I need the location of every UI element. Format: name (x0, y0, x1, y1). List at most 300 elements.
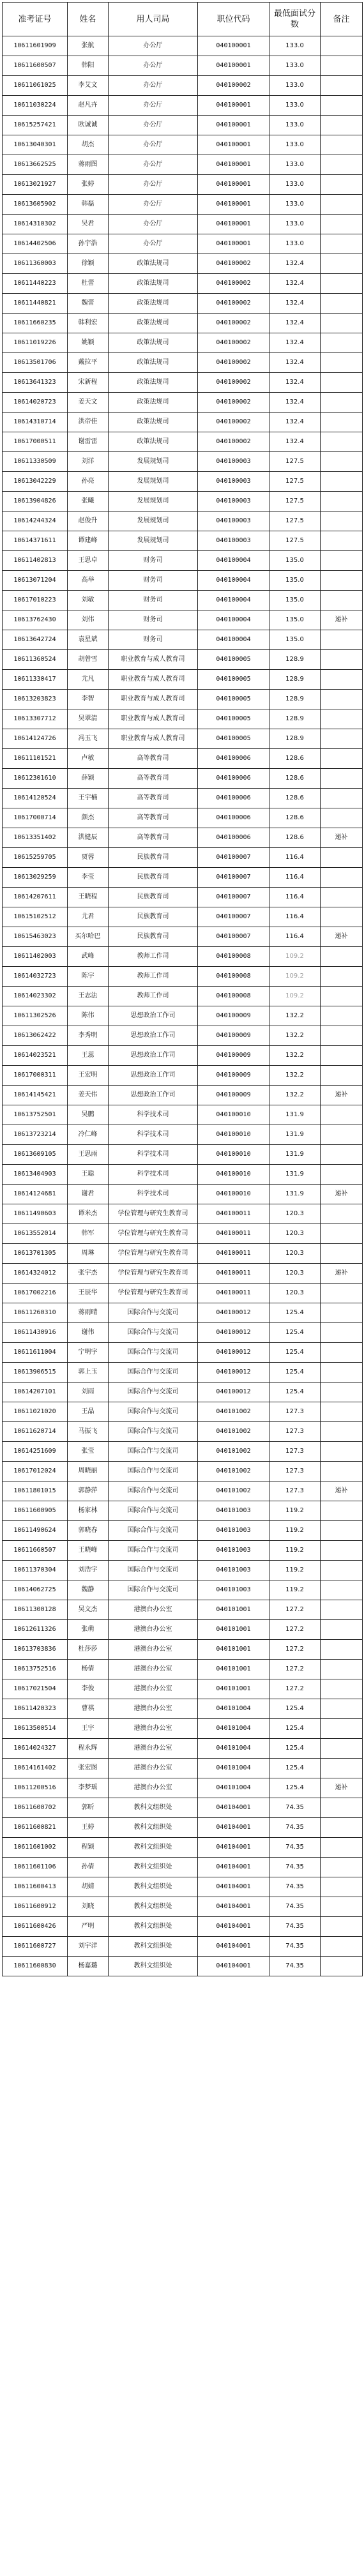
exam-id-cell: 10613029259 (3, 868, 68, 888)
score-cell: 128.9 (269, 690, 321, 709)
table-row (3, 907, 363, 927)
score-cell: 127.3 (269, 1442, 321, 1462)
remark-cell (321, 551, 363, 571)
score-cell: 74.35 (269, 1838, 321, 1858)
exam-id-cell: 10614145421 (3, 1086, 68, 1105)
name-cell: 王蕊 (68, 1046, 109, 1066)
department-cell: 发展规划司 (109, 472, 198, 492)
department-cell: 学位管理与研究生教育司 (109, 1244, 198, 1264)
position-code-cell: 040100007 (198, 868, 269, 888)
score-cell: 131.9 (269, 1125, 321, 1145)
name-cell: 王晓峰 (68, 1541, 109, 1561)
score-cell: 116.4 (269, 927, 321, 947)
position-code-cell: 040100002 (198, 76, 269, 96)
score-cell: 120.3 (269, 1224, 321, 1244)
remark-cell (321, 1343, 363, 1363)
name-cell: 姚颖 (68, 333, 109, 353)
exam-id-cell: 10614324012 (3, 1264, 68, 1284)
name-cell: 王宇 (68, 1719, 109, 1739)
score-cell: 74.35 (269, 1957, 321, 1976)
department-cell: 港澳台办公室 (109, 1699, 198, 1719)
table-row (3, 1620, 363, 1640)
table-row (3, 1105, 363, 1125)
score-cell: 132.4 (269, 294, 321, 314)
table-row (3, 1640, 363, 1660)
score-cell: 120.3 (269, 1204, 321, 1224)
score-cell: 128.9 (269, 650, 321, 670)
table-row (3, 1125, 363, 1145)
department-cell: 政策法规司 (109, 432, 198, 452)
header-min-score: 最低面试分数 (269, 3, 321, 36)
name-cell: 陈伟 (68, 1006, 109, 1026)
table-row (3, 670, 363, 690)
name-cell: 谭米杰 (68, 1204, 109, 1224)
table-row (3, 294, 363, 314)
score-cell: 119.2 (269, 1580, 321, 1600)
exam-id-cell: 10614402506 (3, 234, 68, 254)
position-code-cell: 040100001 (198, 215, 269, 234)
name-cell: 韩利宏 (68, 314, 109, 333)
position-code-cell: 040100003 (198, 452, 269, 472)
department-cell: 国际合作与交流司 (109, 1521, 198, 1541)
position-code-cell: 040100005 (198, 690, 269, 709)
score-cell: 131.9 (269, 1165, 321, 1185)
table-row (3, 709, 363, 729)
position-code-cell: 040104001 (198, 1937, 269, 1957)
exam-id-cell: 10611600830 (3, 1957, 68, 1976)
exam-id-cell: 10614023521 (3, 1046, 68, 1066)
department-cell: 发展规划司 (109, 492, 198, 511)
position-code-cell: 040100002 (198, 353, 269, 373)
name-cell: 刘洋 (68, 452, 109, 472)
position-code-cell: 040100011 (198, 1204, 269, 1224)
exam-id-cell: 10614124681 (3, 1185, 68, 1204)
exam-id-cell: 10614023302 (3, 987, 68, 1006)
position-code-cell: 040100006 (198, 769, 269, 789)
exam-id-cell: 10611360003 (3, 254, 68, 274)
department-cell: 国际合作与交流司 (109, 1303, 198, 1323)
score-cell: 132.4 (269, 314, 321, 333)
department-cell: 港澳台办公室 (109, 1660, 198, 1679)
remark-cell: 递补 (321, 1778, 363, 1798)
position-code-cell: 040100009 (198, 1046, 269, 1066)
remark-cell (321, 531, 363, 551)
department-cell: 港澳台办公室 (109, 1739, 198, 1759)
exam-id-cell: 10613701305 (3, 1244, 68, 1264)
department-cell: 国际合作与交流司 (109, 1323, 198, 1343)
name-cell: 严明 (68, 1917, 109, 1937)
position-code-cell: 040100008 (198, 947, 269, 967)
score-cell: 125.4 (269, 1759, 321, 1778)
name-cell: 姜天伟 (68, 1086, 109, 1105)
table-row (3, 1284, 363, 1303)
table-row (3, 195, 363, 215)
name-cell: 袁星斌 (68, 630, 109, 650)
department-cell: 学位管理与研究生教育司 (109, 1204, 198, 1224)
department-cell: 国际合作与交流司 (109, 1481, 198, 1501)
remark-cell (321, 1739, 363, 1759)
remark-cell (321, 1323, 363, 1343)
exam-id-cell: 10611330417 (3, 670, 68, 690)
position-code-cell: 040101001 (198, 1679, 269, 1699)
department-cell: 学位管理与研究生教育司 (109, 1284, 198, 1303)
header-remark: 备注 (321, 3, 363, 36)
exam-id-cell: 10617012024 (3, 1462, 68, 1481)
score-cell: 127.5 (269, 492, 321, 511)
score-cell: 132.4 (269, 254, 321, 274)
exam-id-cell: 10613062422 (3, 1026, 68, 1046)
department-cell: 政策法规司 (109, 373, 198, 393)
exam-id-cell: 10611101521 (3, 749, 68, 769)
table-row (3, 472, 363, 492)
position-code-cell: 040100004 (198, 610, 269, 630)
position-code-cell: 040100007 (198, 927, 269, 947)
remark-cell (321, 1818, 363, 1838)
department-cell: 办公厅 (109, 175, 198, 195)
table-row (3, 135, 363, 155)
table-row (3, 1699, 363, 1719)
remark-cell: 递补 (321, 828, 363, 848)
department-cell: 国际合作与交流司 (109, 1422, 198, 1442)
exam-id-cell: 10611601002 (3, 1838, 68, 1858)
remark-cell: 递补 (321, 1185, 363, 1204)
department-cell: 办公厅 (109, 36, 198, 56)
exam-id-cell: 10611490603 (3, 1204, 68, 1224)
remark-cell (321, 848, 363, 868)
department-cell: 发展规划司 (109, 511, 198, 531)
table-body (3, 36, 363, 1976)
table-row (3, 1778, 363, 1798)
table-row (3, 314, 363, 333)
remark-cell (321, 1303, 363, 1323)
name-cell: 杜蕾 (68, 274, 109, 294)
position-code-cell: 040100006 (198, 808, 269, 828)
position-code-cell: 040101001 (198, 1660, 269, 1679)
table-row (3, 1026, 363, 1046)
score-cell: 74.35 (269, 1937, 321, 1957)
name-cell: 韩阳 (68, 56, 109, 76)
remark-cell (321, 1442, 363, 1462)
score-cell: 109.2 (269, 967, 321, 987)
name-cell: 李莹 (68, 868, 109, 888)
score-cell: 135.0 (269, 630, 321, 650)
table-row (3, 1818, 363, 1838)
name-cell: 谢伟 (68, 1323, 109, 1343)
name-cell: 杨倩 (68, 1660, 109, 1679)
name-cell: 李秀明 (68, 1026, 109, 1046)
exam-id-cell: 10611430916 (3, 1323, 68, 1343)
position-code-cell: 040100011 (198, 1284, 269, 1303)
department-cell: 办公厅 (109, 215, 198, 234)
position-code-cell: 040100011 (198, 1264, 269, 1284)
name-cell: 张莹 (68, 1442, 109, 1462)
position-code-cell: 040100002 (198, 274, 269, 294)
department-cell: 办公厅 (109, 76, 198, 96)
name-cell: 谢雷雷 (68, 432, 109, 452)
score-cell: 133.0 (269, 195, 321, 215)
remark-cell (321, 1759, 363, 1778)
remark-cell (321, 1204, 363, 1224)
header-exam-id: 准考证号 (3, 3, 68, 36)
department-cell: 教科文组织处 (109, 1877, 198, 1897)
department-cell: 办公厅 (109, 234, 198, 254)
exam-id-cell: 10611021020 (3, 1402, 68, 1422)
position-code-cell: 040100011 (198, 1224, 269, 1244)
score-cell: 74.35 (269, 1858, 321, 1877)
score-cell: 109.2 (269, 987, 321, 1006)
department-cell: 办公厅 (109, 56, 198, 76)
name-cell: 王宇楠 (68, 789, 109, 808)
department-cell: 办公厅 (109, 135, 198, 155)
remark-cell (321, 353, 363, 373)
department-cell: 教师工作司 (109, 967, 198, 987)
position-code-cell: 040100002 (198, 294, 269, 314)
name-cell: 张航 (68, 36, 109, 56)
position-code-cell: 040100006 (198, 749, 269, 769)
position-code-cell: 040100009 (198, 1026, 269, 1046)
department-cell: 民族教育司 (109, 927, 198, 947)
table-row (3, 808, 363, 828)
table-row (3, 1917, 363, 1937)
name-cell: 王思卓 (68, 551, 109, 571)
table-row (3, 96, 363, 116)
score-cell: 132.4 (269, 353, 321, 373)
name-cell: 尤君 (68, 907, 109, 927)
remark-cell (321, 1165, 363, 1185)
exam-id-cell: 10613500514 (3, 1719, 68, 1739)
remark-cell (321, 413, 363, 432)
score-cell: 133.0 (269, 56, 321, 76)
table-row (3, 1858, 363, 1877)
exam-id-cell: 10614062725 (3, 1580, 68, 1600)
table-row (3, 1897, 363, 1917)
score-cell: 74.35 (269, 1798, 321, 1818)
position-code-cell: 040101001 (198, 1640, 269, 1660)
exam-id-cell: 10611402003 (3, 947, 68, 967)
remark-cell (321, 907, 363, 927)
exam-id-cell: 10611801015 (3, 1481, 68, 1501)
table-row (3, 888, 363, 907)
position-code-cell: 040100009 (198, 1066, 269, 1086)
department-cell: 港澳台办公室 (109, 1620, 198, 1640)
remark-cell (321, 1561, 363, 1580)
remark-cell (321, 1066, 363, 1086)
exam-id-cell: 10611330509 (3, 452, 68, 472)
remark-cell: 递补 (321, 927, 363, 947)
score-cell: 128.6 (269, 808, 321, 828)
table-row (3, 1363, 363, 1383)
score-cell: 119.2 (269, 1541, 321, 1561)
score-cell: 133.0 (269, 215, 321, 234)
name-cell: 谢君 (68, 1185, 109, 1204)
department-cell: 学位管理与研究生教育司 (109, 1264, 198, 1284)
name-cell: 吴君 (68, 215, 109, 234)
name-cell: 胡曾雪 (68, 650, 109, 670)
exam-id-cell: 10611019226 (3, 333, 68, 353)
remark-cell (321, 650, 363, 670)
remark-cell (321, 135, 363, 155)
position-code-cell: 040101002 (198, 1402, 269, 1422)
score-cell: 132.2 (269, 1046, 321, 1066)
remark-cell (321, 1699, 363, 1719)
name-cell: 李俊 (68, 1679, 109, 1699)
table-row (3, 1501, 363, 1521)
position-code-cell: 040101003 (198, 1501, 269, 1521)
department-cell: 思想政治工作司 (109, 1046, 198, 1066)
name-cell: 武峰 (68, 947, 109, 967)
position-code-cell: 040100002 (198, 393, 269, 413)
department-cell: 办公厅 (109, 155, 198, 175)
exam-id-cell: 10611302526 (3, 1006, 68, 1026)
department-cell: 国际合作与交流司 (109, 1561, 198, 1580)
exam-id-cell: 10613906515 (3, 1363, 68, 1383)
score-cell: 120.3 (269, 1244, 321, 1264)
name-cell: 高举 (68, 571, 109, 591)
name-cell: 韩军 (68, 1224, 109, 1244)
position-code-cell: 040101003 (198, 1541, 269, 1561)
department-cell: 思想政治工作司 (109, 1006, 198, 1026)
department-cell: 民族教育司 (109, 868, 198, 888)
remark-cell (321, 630, 363, 650)
score-cell: 131.9 (269, 1105, 321, 1125)
score-cell: 133.0 (269, 76, 321, 96)
remark-cell (321, 1600, 363, 1620)
name-cell: 孙亮 (68, 472, 109, 492)
remark-cell (321, 294, 363, 314)
exam-id-cell: 10611660507 (3, 1541, 68, 1561)
table-row (3, 630, 363, 650)
score-cell: 74.35 (269, 1917, 321, 1937)
score-cell: 127.3 (269, 1422, 321, 1442)
department-cell: 科学技术司 (109, 1165, 198, 1185)
department-cell: 职业教育与成人教育司 (109, 729, 198, 749)
exam-id-cell: 10613203823 (3, 690, 68, 709)
exam-id-cell: 10617000311 (3, 1066, 68, 1086)
score-cell: 133.0 (269, 135, 321, 155)
position-code-cell: 040100002 (198, 432, 269, 452)
name-cell: 宁明宇 (68, 1343, 109, 1363)
remark-cell (321, 393, 363, 413)
name-cell: 蒋雨图 (68, 155, 109, 175)
name-cell: 吴鹏 (68, 1105, 109, 1125)
name-cell: 郭晓春 (68, 1521, 109, 1541)
table-row (3, 531, 363, 551)
remark-cell (321, 1877, 363, 1897)
position-code-cell: 040100002 (198, 254, 269, 274)
name-cell: 李智 (68, 690, 109, 709)
table-row (3, 175, 363, 195)
remark-cell (321, 1620, 363, 1640)
table-row (3, 254, 363, 274)
position-code-cell: 040100005 (198, 670, 269, 690)
remark-cell (321, 175, 363, 195)
name-cell: 买尔哈巴 (68, 927, 109, 947)
exam-id-cell: 10611061025 (3, 76, 68, 96)
exam-id-cell: 10611600413 (3, 1877, 68, 1897)
exam-id-cell: 10611600821 (3, 1818, 68, 1838)
position-code-cell: 040100004 (198, 571, 269, 591)
department-cell: 高等教育司 (109, 789, 198, 808)
score-cell: 128.6 (269, 749, 321, 769)
department-cell: 政策法规司 (109, 274, 198, 294)
department-cell: 民族教育司 (109, 848, 198, 868)
exam-id-cell: 10617021504 (3, 1679, 68, 1699)
table-row (3, 1303, 363, 1323)
exam-id-cell: 10614251609 (3, 1442, 68, 1462)
name-cell: 胡婧 (68, 1877, 109, 1897)
score-cell: 127.2 (269, 1600, 321, 1620)
table-row (3, 1481, 363, 1501)
position-code-cell: 040101002 (198, 1481, 269, 1501)
remark-cell (321, 1006, 363, 1026)
name-cell: 王聪 (68, 1165, 109, 1185)
position-code-cell: 040104001 (198, 1897, 269, 1917)
table-row (3, 749, 363, 769)
table-row (3, 274, 363, 294)
header-department: 用人司局 (109, 3, 198, 36)
name-cell: 宋新程 (68, 373, 109, 393)
name-cell: 杜莎莎 (68, 1640, 109, 1660)
position-code-cell: 040104001 (198, 1858, 269, 1877)
header-name: 姓名 (68, 3, 109, 36)
table-row (3, 1066, 363, 1086)
score-cell: 132.2 (269, 1006, 321, 1026)
position-code-cell: 040100011 (198, 1244, 269, 1264)
department-cell: 国际合作与交流司 (109, 1402, 198, 1422)
position-code-cell: 040104001 (198, 1798, 269, 1818)
name-cell: 曹祺 (68, 1699, 109, 1719)
table-row (3, 1838, 363, 1858)
score-cell: 116.4 (269, 888, 321, 907)
department-cell: 财务司 (109, 591, 198, 610)
position-code-cell: 040100010 (198, 1145, 269, 1165)
remark-cell (321, 808, 363, 828)
exam-id-cell: 10611490624 (3, 1521, 68, 1541)
score-cell: 135.0 (269, 610, 321, 630)
remark-cell: 递补 (321, 1264, 363, 1284)
department-cell: 教科文组织处 (109, 1937, 198, 1957)
exam-id-cell: 10617002216 (3, 1284, 68, 1303)
department-cell: 港澳台办公室 (109, 1778, 198, 1798)
exam-id-cell: 10614032723 (3, 967, 68, 987)
exam-id-cell: 10612611326 (3, 1620, 68, 1640)
remark-cell (321, 1719, 363, 1739)
table-row (3, 1660, 363, 1679)
remark-cell: 递补 (321, 1481, 363, 1501)
remark-cell (321, 789, 363, 808)
exam-id-cell: 10613071204 (3, 571, 68, 591)
table-row (3, 1323, 363, 1343)
name-cell: 姜天文 (68, 393, 109, 413)
name-cell: 卢敏 (68, 749, 109, 769)
score-cell: 116.4 (269, 848, 321, 868)
name-cell: 赵凡卉 (68, 96, 109, 116)
score-cell: 128.9 (269, 729, 321, 749)
exam-id-cell: 10613351402 (3, 828, 68, 848)
table-row (3, 1462, 363, 1481)
name-cell: 吴翠清 (68, 709, 109, 729)
name-cell: 王辰华 (68, 1284, 109, 1303)
position-code-cell: 040100002 (198, 333, 269, 353)
name-cell: 张宏图 (68, 1759, 109, 1778)
remark-cell (321, 868, 363, 888)
remark-cell (321, 1026, 363, 1046)
remark-cell (321, 1244, 363, 1264)
remark-cell (321, 155, 363, 175)
position-code-cell: 040100007 (198, 907, 269, 927)
name-cell: 张宇杰 (68, 1264, 109, 1284)
department-cell: 财务司 (109, 630, 198, 650)
